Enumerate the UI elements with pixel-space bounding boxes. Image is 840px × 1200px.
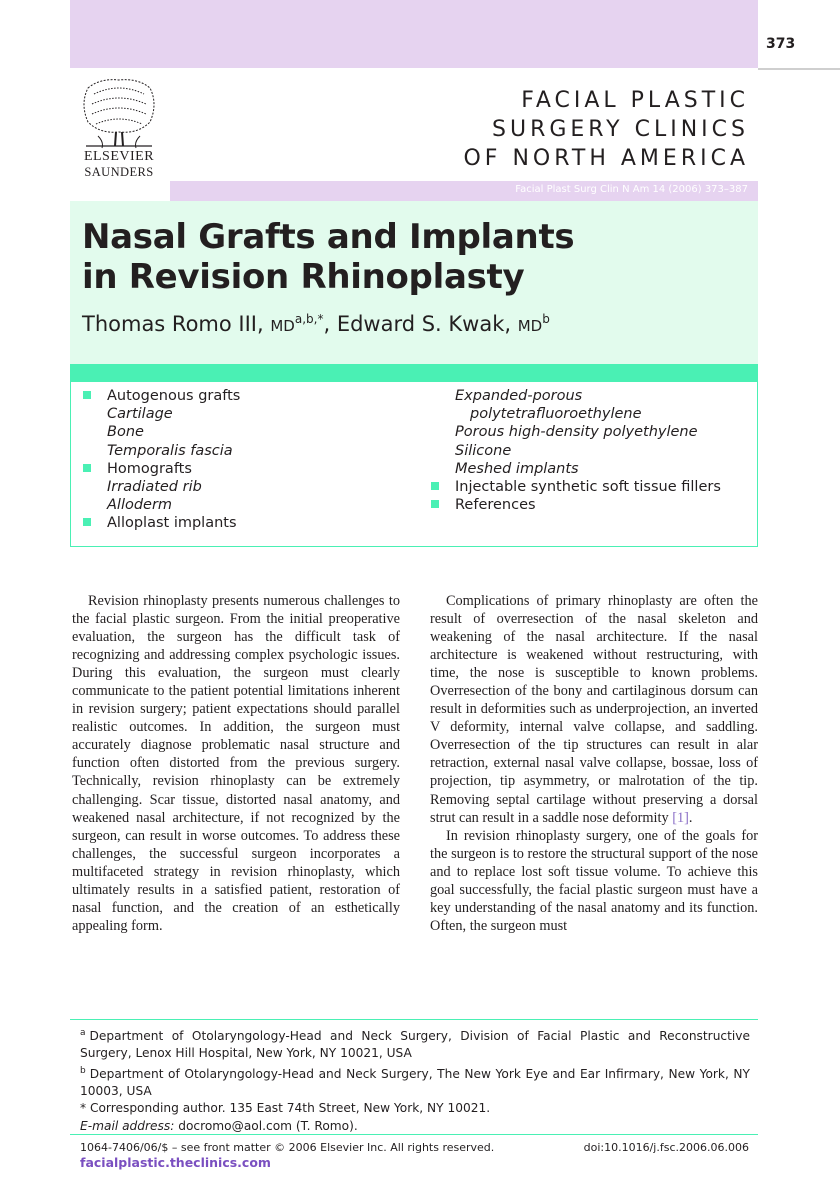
outline-subsection-link[interactable]: Cartilage bbox=[107, 406, 173, 423]
outline-column-right bbox=[431, 387, 751, 514]
square-bullet-icon bbox=[83, 518, 91, 526]
page-number: 373 bbox=[766, 36, 796, 52]
outline-subsection-link[interactable]: Alloderm bbox=[107, 497, 173, 514]
article-title-line: Nasal Grafts and Implants bbox=[82, 217, 575, 257]
outline-subsection-link[interactable]: Porous high-density polyethylene bbox=[455, 424, 698, 441]
corresponding-author-note: * Corresponding author. 135 East 74th Street, New York, NY 10021. bbox=[80, 1101, 491, 1116]
journal-url-link[interactable]: facialplastic.theclinics.com bbox=[80, 1155, 271, 1170]
outline-subsection-link[interactable]: Irradiated rib bbox=[107, 479, 202, 496]
journal-title-line: SURGERY CLINICS bbox=[492, 117, 749, 142]
affiliation-footnote: $^a$ Department of Otolaryngology-Head and Neck Surgery, Division of Facial Plastic and Reconstructive Surgery, Lenox Hill Hospital, New York, NY 10021, USA bbox=[80, 1028, 750, 1061]
author-list bbox=[82, 312, 550, 336]
square-bullet-icon bbox=[431, 500, 439, 508]
journal-citation: Facial Plast Surg Clin N Am 14 (2006) 373–387 bbox=[515, 184, 748, 195]
author-affiliation: b bbox=[542, 312, 550, 326]
email-note: E-mail address: docromo@aol.com (T. Romo). bbox=[80, 1118, 358, 1133]
body-paragraph: Revision rhinoplasty presents numerous challenges to the facial plastic surgeon. From the initial preoperative evaluation, the surgeon has the difficult task of recognizing and addressing complex psychologic issues. During this evaluation, the surgeon must clearly communicate to the patient potential limitations inherent in revision surgery; patient expectations should parallel realistic outcomes. In addition, the surgeon must accurately diagnose problematic nasal structure and function often distorted from the previous surgery. Technically, revision rhinoplasty can be extremely challenging. Scar tissue, distorted nasal anatomy, and weakened nasal architecture, if not recognized by the surgeon, can result in worse outcomes. To address these challenges, the successful surgeon incorporates a multifaceted strategy in revision rhinoplasty, which ultimately results in a satisfied patient, restoration of nasal function, and the creation of an esthetically appealing form. bbox=[72, 593, 400, 934]
author-name: Edward S. Kwak, bbox=[336, 312, 518, 336]
article-title-line: in Revision Rhinoplasty bbox=[82, 257, 525, 297]
article-title bbox=[82, 217, 722, 297]
footnote-rule bbox=[70, 1019, 758, 1020]
square-bullet-icon bbox=[83, 464, 91, 472]
outline-subsection-link[interactable]: Meshed implants bbox=[455, 460, 579, 477]
page-number-box bbox=[758, 0, 840, 68]
body-paragraph: In revision rhinoplasty surgery, one of the goals for the surgeon is to restore the structural support of the nose and to replace lost soft tissue volume. To achieve this goal successfully, the facial plastic surgeon must have a key understanding of the nasal anatomy and its function. Often, the surgeon must bbox=[430, 827, 758, 934]
outline-section-link[interactable]: References bbox=[431, 496, 751, 514]
publisher-logo-line2: SAUNDERS bbox=[84, 165, 154, 179]
outline-column-left bbox=[83, 387, 413, 533]
outline-section-link[interactable]: Injectable synthetic soft tissue fillers bbox=[431, 478, 751, 496]
email-link[interactable]: docromo@aol.com (T. Romo). bbox=[174, 1118, 358, 1133]
outline-subsection-link[interactable]: Temporalis fascia bbox=[107, 442, 233, 459]
journal-title-line: FACIAL PLASTIC bbox=[521, 88, 749, 113]
square-bullet-icon bbox=[83, 391, 91, 399]
body-column-left bbox=[72, 592, 400, 935]
outline-section-link[interactable]: Autogenous grafts bbox=[83, 387, 413, 405]
outline-header-bar bbox=[70, 364, 758, 382]
affiliation-footnote: $^b$ Department of Otolaryngology-Head and Neck Surgery, The New York Eye and Ear Infirmary, New York, NY 10003, USA bbox=[80, 1065, 750, 1099]
header-rule bbox=[758, 68, 840, 70]
copyright-line: 1064-7406/06/$ – see front matter © 2006 Elsevier Inc. All rights reserved. bbox=[80, 1141, 495, 1154]
outline-section-link[interactable]: Homografts bbox=[83, 460, 413, 478]
journal-title-line: OF NORTH AMERICA bbox=[463, 146, 749, 171]
outline-section-link[interactable]: Alloplast implants bbox=[83, 514, 413, 532]
journal-title bbox=[463, 86, 749, 173]
footer-rule bbox=[70, 1134, 758, 1135]
outline-subsection-link[interactable]: Expanded-porous bbox=[455, 388, 583, 404]
outline-subsection-link[interactable]: Bone bbox=[107, 424, 144, 441]
author-affiliation: a,b,* bbox=[294, 312, 324, 326]
header-band bbox=[70, 0, 758, 68]
author-separator: , bbox=[323, 312, 337, 336]
body-paragraph: Complications of primary rhinoplasty are often the result of overresection of the nasal skeleton and weakening of the nasal architecture. If the nasal architecture is weakened without restructuring, with time, the nose is susceptible to known problems. Overresection of the bony and cartilaginous dorsum can result in deformities such as underprojection, an inverted V deformity, internal valve collapse, and saddling. Overresection of the tip structures can result in alar retraction, external nasal valve collapse, bossae, loss of projection, tip asymmetry, or malrotation of the tip. Removing septal cartilage without preserving a dorsal strut can result in a saddle nose deformity [1]. bbox=[430, 593, 758, 826]
author-name: Thomas Romo III, bbox=[82, 312, 271, 336]
footnotes bbox=[80, 1025, 750, 1135]
body-column-right bbox=[430, 592, 758, 935]
outline-subsection-link[interactable]: Silicone bbox=[455, 442, 512, 459]
author-degree: MD bbox=[517, 317, 543, 335]
doi[interactable]: doi:10.1016/j.fsc.2006.06.006 bbox=[583, 1141, 749, 1154]
citation-link[interactable]: [1] bbox=[672, 809, 689, 826]
square-bullet-icon bbox=[431, 482, 439, 490]
author-degree: MD bbox=[270, 317, 295, 335]
outline-subsection-link[interactable]: polytetrafluoroethylene bbox=[470, 406, 642, 423]
publisher-logo-line1: ELSEVIER bbox=[83, 149, 155, 164]
